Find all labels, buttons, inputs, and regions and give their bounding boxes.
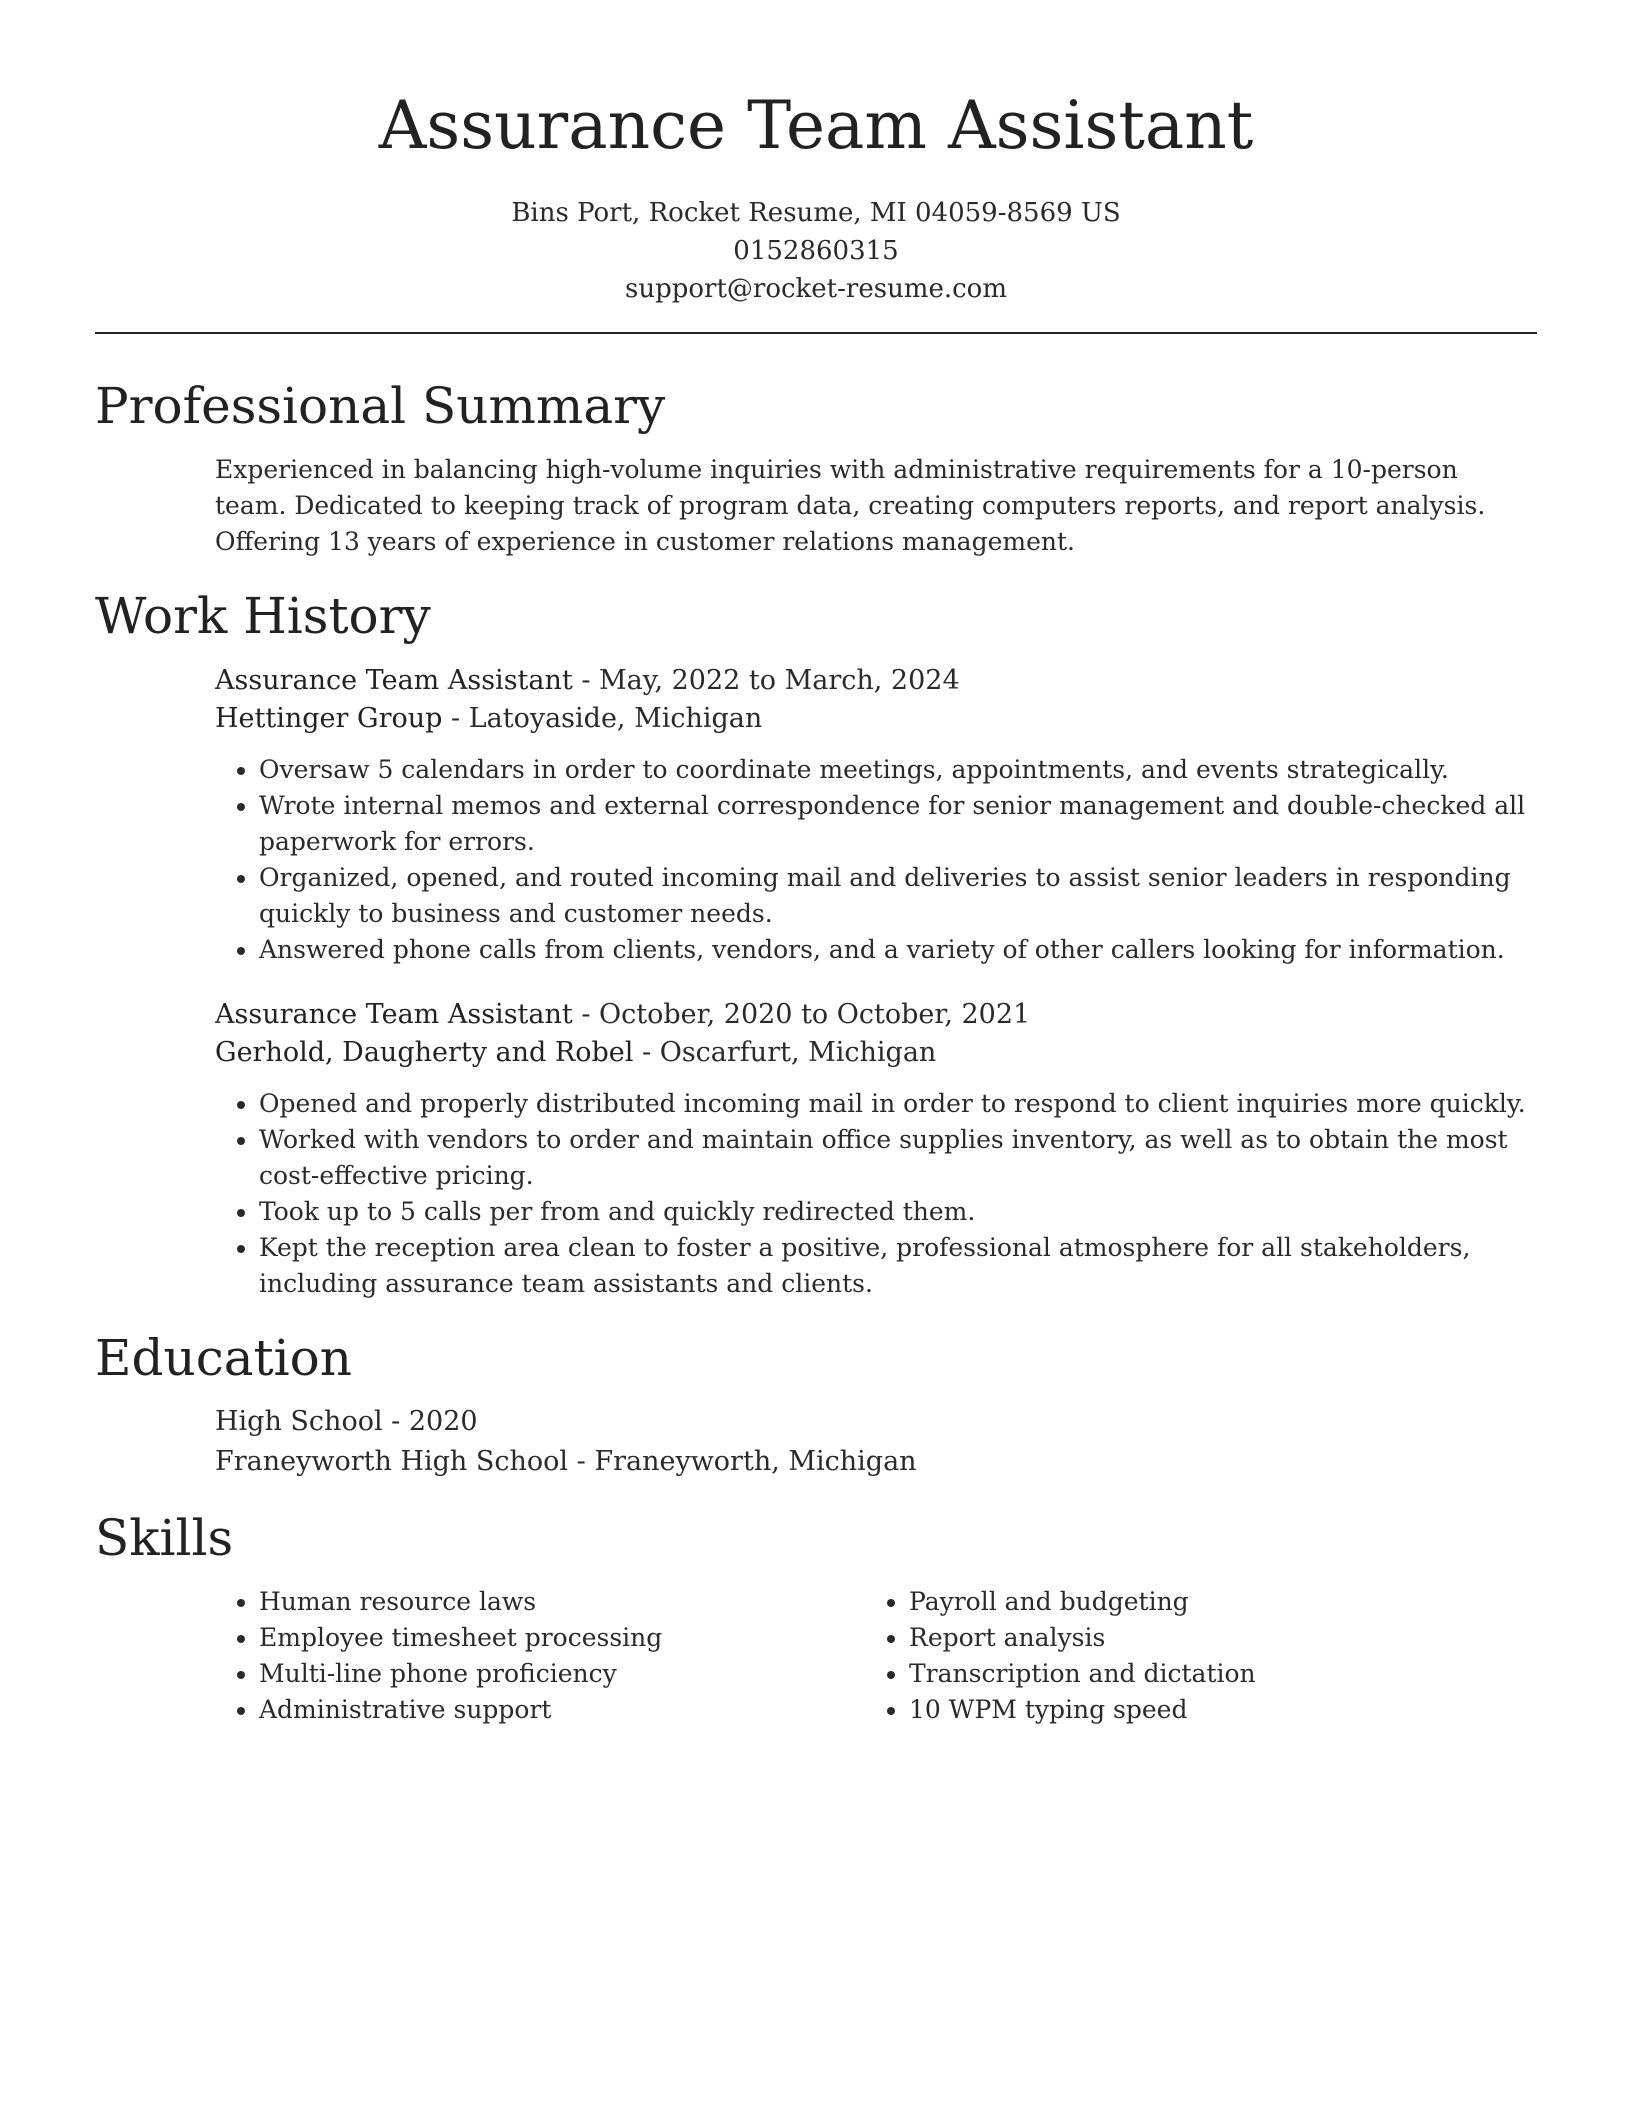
skills-column-right — [865, 1584, 1515, 1728]
section-title-summary: Professional Summary — [95, 377, 666, 435]
job-title: Assurance Team Assistant — [215, 999, 573, 1030]
education-location: - Franeyworth, Michigan — [568, 1446, 917, 1477]
section-title-education: Education — [95, 1329, 352, 1387]
list-item: • Payroll and budgeting — [909, 1584, 1515, 1620]
list-item: • Employee timesheet processing — [259, 1620, 865, 1656]
list-item: • Transcription and dictation — [909, 1656, 1515, 1692]
list-item: • Multi-line phone proficiency — [259, 1656, 865, 1692]
job-bullets — [215, 752, 1537, 968]
list-item: • Wrote internal memos and external correspondence for senior management and double-checked all paperwork for errors. — [259, 788, 1537, 860]
list-item: • Worked with vendors to order and maintain office supplies inventory, as well as to obtain the most cost-effective pricing. — [259, 1122, 1537, 1194]
job-bullets — [215, 1086, 1537, 1302]
job-company-line — [215, 700, 1537, 738]
job-location: - Oscarfurt, Michigan — [633, 1037, 937, 1068]
skills-list-right — [865, 1584, 1515, 1728]
education-degree-line — [215, 1402, 1537, 1442]
section-skills — [95, 1506, 1537, 1728]
job-dates: - October, 2020 to October, 2021 — [572, 999, 1031, 1030]
section-title-skills: Skills — [95, 1509, 234, 1567]
list-item: • Human resource laws — [259, 1584, 865, 1620]
education-school-line — [215, 1442, 1537, 1482]
education-entry — [95, 1402, 1537, 1482]
list-item: • Oversaw 5 calendars in order to coordinate meetings, appointments, and events strategically. — [259, 752, 1537, 788]
skills-grid — [95, 1584, 1537, 1728]
contact-info — [95, 194, 1537, 308]
resume-header — [95, 0, 1537, 308]
education-school: Franeyworth High School — [215, 1446, 569, 1477]
list-item: • Opened and properly distributed incoming mail in order to respond to client inquiries more quickly. — [259, 1086, 1537, 1122]
job-location: - Latoyaside, Michigan — [442, 703, 763, 734]
education-degree: High School — [215, 1406, 383, 1437]
job-dates: - May, 2022 to March, 2024 — [572, 665, 960, 696]
section-summary — [95, 374, 1537, 560]
list-item: • Administrative support — [259, 1692, 865, 1728]
list-item: • 10 WPM typing speed — [909, 1692, 1515, 1728]
job-company: Hettinger Group — [215, 703, 443, 734]
contact-address: Bins Port, Rocket Resume, MI 04059-8569 US — [511, 198, 1121, 228]
list-item: • Kept the reception area clean to foster a positive, professional atmosphere for all stakeholders, including assurance team assistants and clients. — [259, 1230, 1537, 1302]
skills-list-left — [215, 1584, 865, 1728]
contact-phone: 0152860315 — [733, 236, 899, 266]
job-title: Assurance Team Assistant — [215, 665, 573, 696]
job-entry — [95, 662, 1537, 968]
job-heading — [215, 996, 1537, 1034]
job-company: Gerhold, Daugherty and Robel — [215, 1037, 634, 1068]
header-divider — [95, 332, 1537, 334]
candidate-name: Assurance Team Assistant — [378, 87, 1254, 164]
section-education — [95, 1326, 1537, 1482]
job-heading — [215, 662, 1537, 700]
section-title-work: Work History — [95, 587, 431, 645]
section-work-history — [95, 584, 1537, 1302]
list-item: • Answered phone calls from clients, vendors, and a variety of other callers looking for information. — [259, 932, 1537, 968]
skills-column-left — [215, 1584, 865, 1728]
list-item: • Took up to 5 calls per from and quickly redirected them. — [259, 1194, 1537, 1230]
list-item: • Report analysis — [909, 1620, 1515, 1656]
job-company-line — [215, 1034, 1537, 1072]
summary-text: Experienced in balancing high-volume inquiries with administrative requirements for a 10-person team. Dedicated to keeping track of program data, creating computers reports, and report analysis. Offering 13 years of experience in customer relations management. — [215, 455, 1486, 556]
education-year: - 2020 — [382, 1406, 478, 1437]
job-entry — [95, 996, 1537, 1302]
contact-email: support@rocket-resume.com — [624, 274, 1007, 304]
list-item: • Organized, opened, and routed incoming mail and deliveries to assist senior leaders in responding quickly to business and customer needs. — [259, 860, 1537, 932]
